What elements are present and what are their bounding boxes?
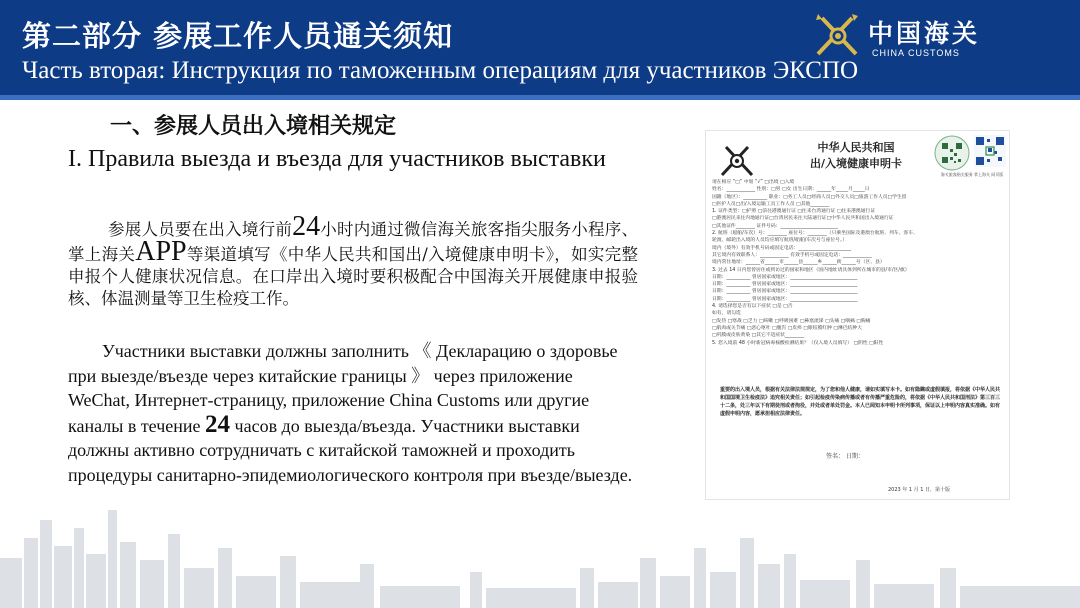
form-line: 请在相应 “□” 中划 “√” □出境 □入境 xyxy=(712,180,795,185)
form-line: □巩膜或皮肤黄染 □其它不适症状________ xyxy=(712,333,805,339)
paragraph-chinese xyxy=(68,211,639,310)
form-line: 如有，请勾选 xyxy=(712,311,741,317)
customs-emblem-icon xyxy=(812,10,864,60)
logo-text-chinese: 中国海关 xyxy=(868,19,981,48)
form-line: 轮渡、邮轮出入境的人员均应填写航班/船舶/车次号与座位号。） xyxy=(712,238,848,244)
section-heading-russian: I. Правила выезда и въезда для участников выставки xyxy=(68,146,606,172)
city-skyline-background xyxy=(0,498,1080,608)
logo-text-english: CHINA CUSTOMS xyxy=(872,48,960,58)
header-divider xyxy=(0,95,1080,100)
form-line: 5. 您入境前 48 小时新冠病毒核酸检测结果？（仅入境人员填写） □阴性 □阳性 xyxy=(712,340,884,346)
form-line: 国籍（地区）：__________ 职业：□务工人员□经商人员□外交人员□旅游工作人员□学生留 xyxy=(712,194,907,200)
form-line: 境内常住地址：______省______市______县______乡______街______号（区、县） xyxy=(712,260,885,266)
para-ru-text-2: часов до выезда/въезда. Участники выставки должны активно сотрудничать с китайской таможней и проходить процедуры санитарно-эпидемиологического контроля при въезде/выезде. xyxy=(68,415,633,485)
form-line: □其他证件________ 证件号码：________________________ xyxy=(712,223,838,229)
form-line: 日期：__________ 曾居国家或地区：____________________________ xyxy=(712,289,858,295)
form-legal-notice: 重要的出入境人员，根据有关法律法规规定，为了您和他人健康，请如实填写本卡。如有隐瞒或虚假填报，将依据《中华人民共和国国境卫生检疫法》追究相关责任；如引起检疫传染病传播或者有传播严重危险的，将依据《中华人民共和国刑法》第三百三十二条，处三年以下有期徒刑或者拘役，并处或者单处罚金。本人已阅知本申明卡所列事项，保证以上申明内容真实准确。如有虚假申明内容，愿承担相应法律责任。 xyxy=(720,387,1001,417)
form-title-line1: 中华人民共和国 xyxy=(817,141,895,154)
form-customs-emblem-icon xyxy=(718,141,756,179)
para-zh-text-1: 参展人员要在出入境行前 xyxy=(108,220,293,239)
form-version-date: 2023 年 1 月 1 日，第十版 xyxy=(888,487,951,493)
form-line: 日期：__________ 曾居国家或地区：____________________________ xyxy=(712,296,858,302)
form-line: □港澳居民来往内地通行证□台湾居民来往大陆通行证□中华人民共和国出入境通行证 xyxy=(712,216,894,222)
form-line: 4. 请选择您是否有以下症状 □是 □否 xyxy=(712,304,793,310)
para-ru-text-1: Участники выставки должны заполнить 《 Декларацию о здоровье при выезде/въезде через китайские границы 》 через приложение WeChat, Интернет-страницу, приложение China Customs или другие каналы в течение xyxy=(68,341,618,436)
para-zh-hours: 24 xyxy=(292,211,321,242)
page-title-chinese: 第二部分 参展工作人员通关须知 xyxy=(22,19,454,53)
page-title-russian: Часть вторая: Инструкция по таможенным операциям для участников ЭКСПО xyxy=(22,57,859,84)
form-signature-line: 签名： 日期： xyxy=(826,453,864,460)
para-zh-app: APP xyxy=(135,236,187,267)
form-line: □肌肉或关节痛 □恶心呕吐 □腹泻 □皮疹 □眼结膜红肿 □淋巴结肿大 xyxy=(712,325,862,331)
para-ru-hours: 24 xyxy=(205,410,231,438)
paragraph-russian xyxy=(68,339,638,487)
qr-caption: 海关旅客指尖服务 掌上海关 网页版 xyxy=(940,172,1004,177)
health-declaration-form-image xyxy=(705,130,1010,500)
form-line: 1. 证件类型：□护照 □前往港澳通行证 □往来台湾通行证 □往来港澳通行证 xyxy=(712,209,876,215)
form-line: □发热 □寒战 □乏力 □咳嗽 □呼吸困难 □鼻塞流涕 □头痛 □咽痛 □胸痛 xyxy=(712,318,871,324)
form-line: □医护人员□出/入境运输工具工作人员 □其他________ xyxy=(712,201,830,207)
section-heading-chinese: 一、参展人员出入境相关规定 xyxy=(110,114,397,139)
form-line: 境内（境外）有效手机号码或固定电话：______________________ xyxy=(712,245,852,251)
form-line: 2. 航班（船舶/车次）号：________ 座位号：________（只乘坐国际及港澳台航班、列车、客车、 xyxy=(712,231,918,237)
app-qr-code-icon xyxy=(974,135,1006,167)
wechat-qr-code-icon xyxy=(934,135,970,171)
para-zh-text-2: 小时内通过微信海关旅客指尖服务小程序、掌上海关 xyxy=(68,220,639,264)
form-line: 3. 过去 14 日内您曾居住或到访过的国家和地区（国内地址请具体到所在城市的县/市/区/旗） xyxy=(712,267,910,273)
china-customs-logo xyxy=(812,10,982,62)
para-zh-text-3: 等渠道填写《中华人民共和国出/入境健康申明卡》，如实完整申报个人健康状况信息。在口岸出入境时要积极配合中国海关开展健康申报验核、体温测量等卫生检疫工作。 xyxy=(68,245,639,308)
form-line: 姓名：____________ 性别：□男 □女 出生日期：______年_____月_____日 xyxy=(712,187,870,193)
form-fields xyxy=(712,179,1008,347)
form-title-line2: 出/入境健康申明卡 xyxy=(809,157,903,170)
form-line: 其它境内有效联系人：____________ 有效手机号或固定电话：____________ xyxy=(712,252,872,258)
form-line: 日期：__________ 曾居国家或地区：____________________________ xyxy=(712,282,858,288)
header-bar xyxy=(0,0,1080,95)
form-line: 日期：__________ 曾居国家或地区：____________________________ xyxy=(712,274,858,280)
